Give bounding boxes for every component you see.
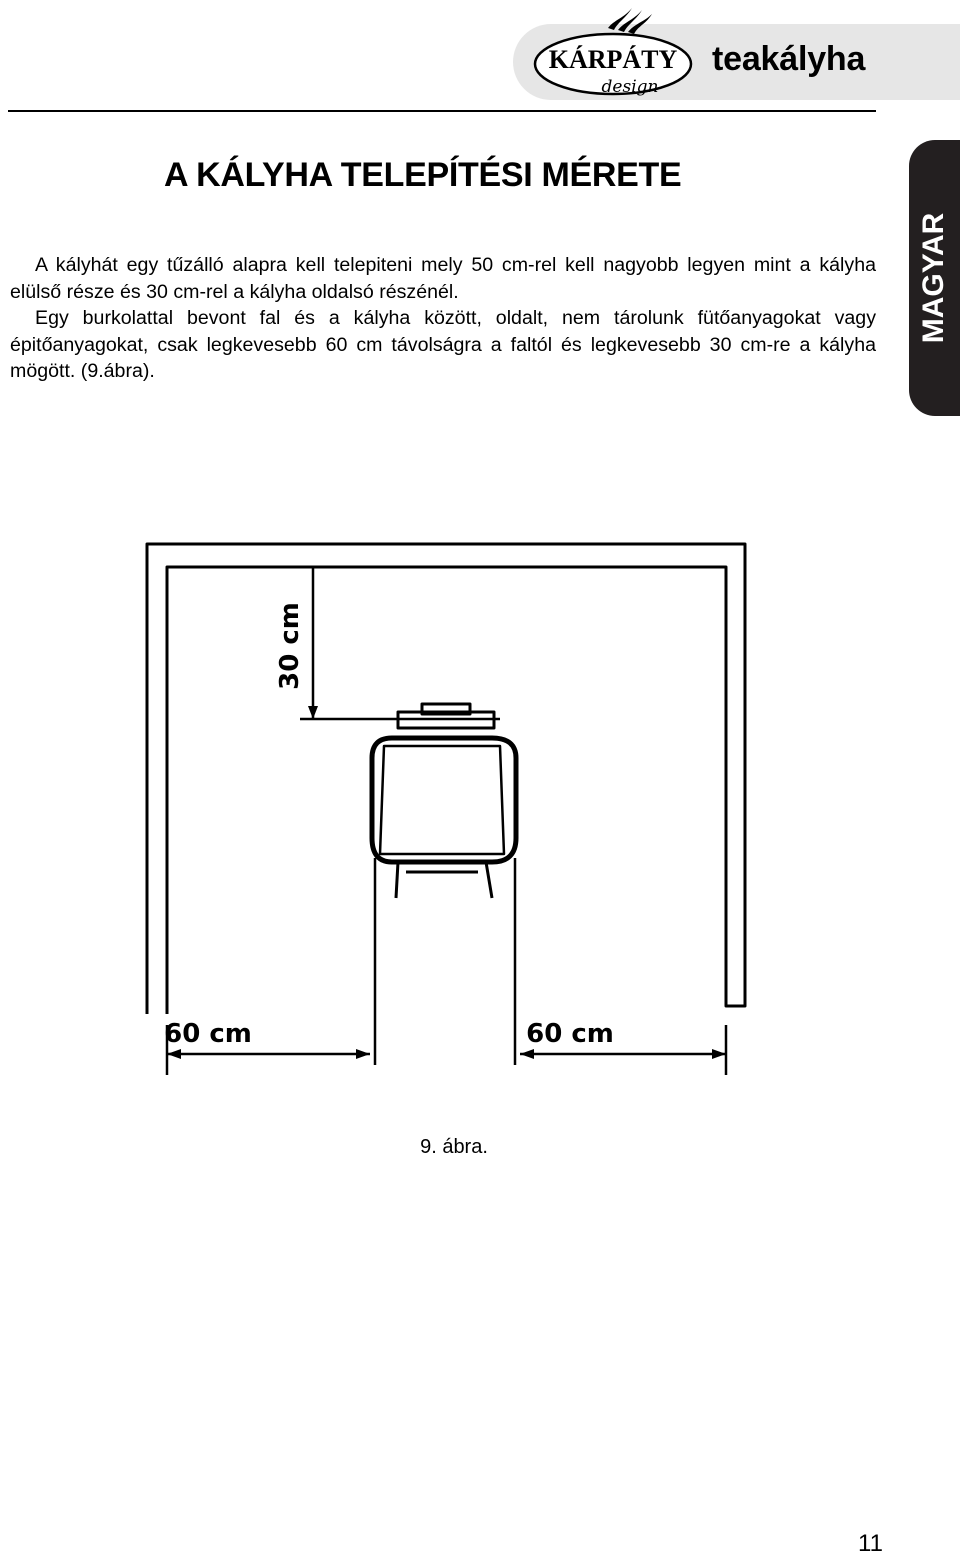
stove-legs [396,862,492,898]
stove-body [372,738,516,862]
label-30cm: 30 cm [275,602,305,690]
header-divider [8,110,876,112]
karpaty-design-logo [528,2,698,102]
language-tab-label: MAGYAR [917,212,950,344]
installation-diagram [130,520,760,1080]
wall-outline [147,544,745,1014]
paragraph: A kályhát egy tűzálló alapra kell telepiteni mely 50 cm-rel kell nagyobb legyen mint a kályha elülső része és 30 cm-rel a kályha oldalsó részénél. [10,254,876,303]
label-60cm-right: 60 cm [526,1019,614,1049]
logo-bottom-text: design [601,77,659,97]
figure-caption: 9. ábra. [420,1136,488,1158]
label-60cm-left: 60 cm [164,1019,252,1049]
page-number: 11 [858,1530,883,1557]
logo-top-text: KÁRPÁTY [548,45,678,74]
product-name: teakályha [712,40,866,78]
body-text [10,252,876,385]
page-title: A KÁLYHA TELEPÍTÉSI MÉRETE [164,156,682,194]
paragraph: Egy burkolattal bevont fal és a kályha között, oldalt, nem tárolunk fütőanyagokat vagy épitőanyagokat, csak legkevesebb 60 cm távolságra a faltól és legkevesebb 30 cm-re a kályha mögött. (9.ábra). [10,307,876,382]
